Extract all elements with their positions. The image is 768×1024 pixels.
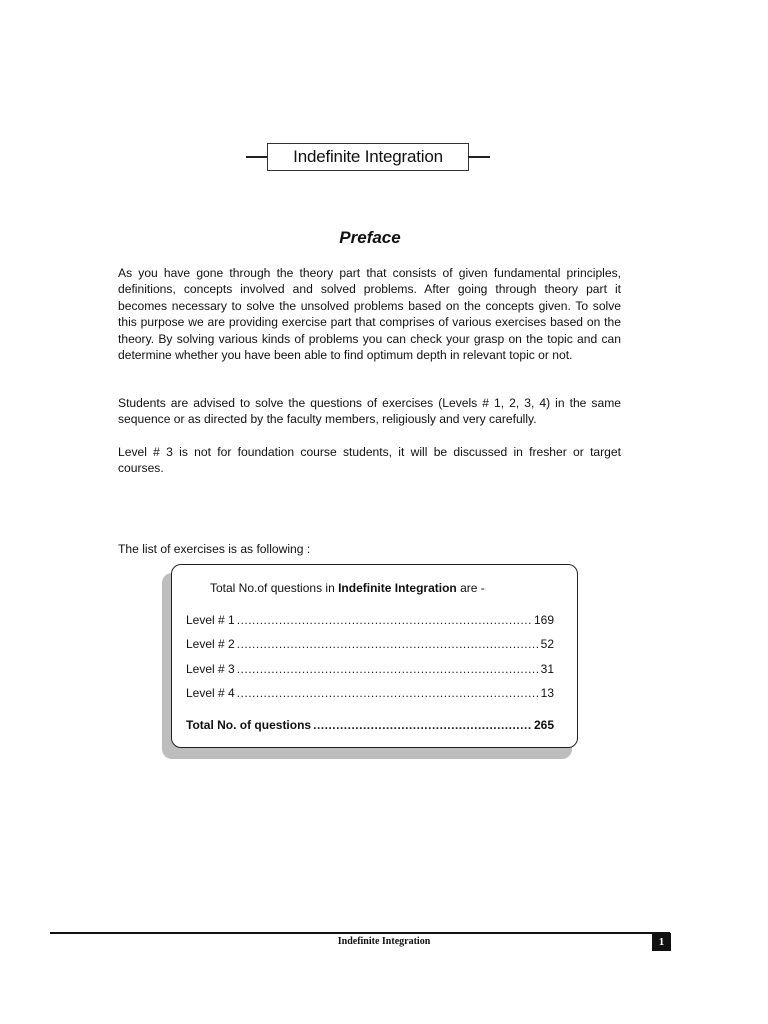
level-row-2 (186, 637, 554, 651)
level-label: Level # 3 (186, 662, 235, 676)
level-row-1 (186, 613, 554, 627)
total-row (186, 718, 554, 732)
exercise-summary-box (171, 564, 578, 748)
preface-paragraph-3: Level # 3 is not for foundation course students, it will be discussed in fresher or target courses. (118, 445, 621, 476)
chapter-title: Indefinite Integration (267, 143, 469, 171)
page-number: 1 (652, 933, 671, 951)
leader-dots (313, 718, 532, 732)
level-count: 13 (540, 686, 554, 700)
preface-paragraph-1: As you have gone through the theory part that consists of given fundamental principles, definitions, concepts involved and solved problems. After going through theory part it becomes necessary to solve the unsolved problems based on the concepts given. To solve this purpose we are providing exercise part that comprises of various exercises based on the theory. By solving various kinds of problems you can check your grasp on the topic and can determine whether you have been able to find optimum depth in relevant topic or not. (118, 266, 621, 363)
level-row-4 (186, 686, 554, 700)
intro-topic: Indefinite Integration (338, 581, 457, 595)
exercise-list-intro: The list of exercises is as following : (118, 542, 311, 556)
level-label: Level # 2 (186, 637, 235, 651)
level-label: Level # 1 (186, 613, 235, 627)
footer-rule (50, 932, 670, 934)
intro-suffix: are - (460, 581, 485, 595)
level-count: 31 (540, 662, 554, 676)
level-count: 52 (540, 637, 554, 651)
leader-dots (237, 637, 539, 651)
total-count: 265 (533, 718, 554, 732)
preface-heading: Preface (339, 228, 401, 247)
intro-prefix: Total No.of questions in (210, 581, 335, 595)
leader-dots (237, 613, 532, 627)
level-count: 169 (533, 613, 554, 627)
level-row-3 (186, 662, 554, 676)
leader-dots (237, 662, 539, 676)
level-label: Level # 4 (186, 686, 235, 700)
title-right-rule (468, 156, 490, 158)
total-label: Total No. of questions (186, 718, 312, 732)
chapter-title-banner (246, 143, 490, 171)
title-left-rule (246, 156, 268, 158)
preface-paragraph-2: Students are advised to solve the questions of exercises (Levels # 1, 2, 3, 4) in the same sequence or as directed by the faculty members, religiously and very carefully. (118, 396, 621, 427)
leader-dots (237, 686, 539, 700)
exercise-box-intro (210, 581, 485, 595)
footer-title: Indefinite Integration (337, 936, 431, 947)
